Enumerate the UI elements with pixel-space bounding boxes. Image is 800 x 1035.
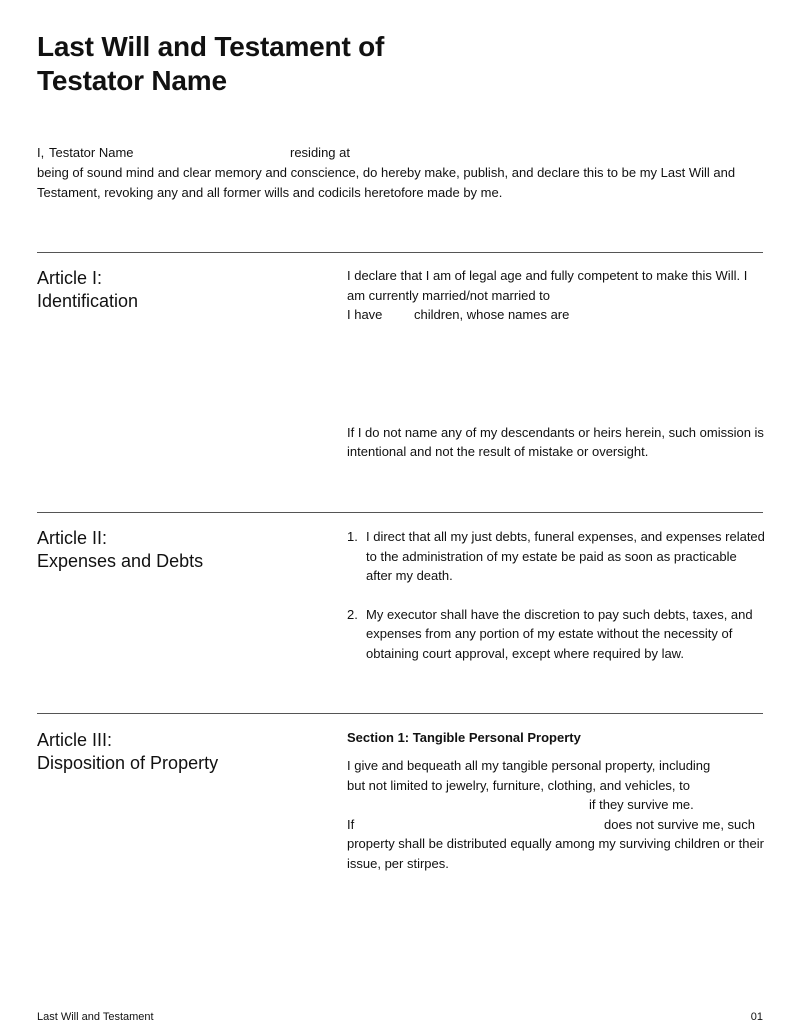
article-3-line-2-text: but not limited to jewelry, furniture, clothing, and vehicles, to <box>347 777 690 793</box>
article-1-declaration: I declare that I am of legal age and fully competent to make this Will. I am currently married/not married to <box>347 268 748 303</box>
intro-first-line <box>37 143 767 163</box>
list-item <box>347 527 765 586</box>
list-item-text: I direct that all my just debts, funeral expenses, and expenses related to the administration of my estate be paid as soon as practicable after my death. <box>366 529 765 584</box>
footer-document-name: Last Will and Testament <box>37 1011 154 1023</box>
article-2-list <box>347 527 765 664</box>
list-item-number: 1. <box>347 529 358 544</box>
i-have-label: I have <box>347 307 383 323</box>
divider-article-1 <box>37 252 763 253</box>
article-3-distribution: property shall be distributed equally among my surviving children or their issue, per stirpes. <box>347 836 764 871</box>
if-label: If <box>347 816 355 832</box>
article-3-line-1 <box>347 756 765 776</box>
title-line-1: Last Will and Testament of <box>37 31 385 62</box>
testator-name-field: Testator Name <box>49 145 134 160</box>
article-1-body <box>347 266 765 462</box>
article-2-body <box>347 527 765 683</box>
article-3-line-3 <box>347 795 765 815</box>
article-1-heading <box>37 267 138 313</box>
footer-page-number: 01 <box>750 1011 763 1023</box>
intro-prefix: I, <box>37 145 45 160</box>
list-item-text: My executor shall have the discretion to pay such debts, taxes, and expenses from any portion of my estate without the necessity of obtaining court approval, except where required by law. <box>366 606 753 661</box>
does-not-survive-label: does not survive me, such <box>604 816 756 832</box>
article-3-line-2 <box>347 776 765 796</box>
divider-article-2 <box>37 512 763 513</box>
title-line-2: Testator Name <box>37 65 227 96</box>
residing-at-label: residing at <box>290 145 350 160</box>
article-3-number: Article III: <box>37 730 113 750</box>
article-2-heading <box>37 527 203 573</box>
article-3-line-3-text: if they survive me. <box>589 797 694 813</box>
article-3-line-4 <box>347 815 765 835</box>
article-3-heading <box>37 729 218 775</box>
article-3-title: Disposition of Property <box>37 753 219 773</box>
intro-text: being of sound mind and clear memory and conscience, do hereby make, publish, and declare this to be my Last Will and Testament, revoking any and all former wills and codicils heretofore made by me. <box>37 165 736 200</box>
document-title <box>37 30 384 98</box>
article-1-title: Identification <box>37 291 139 311</box>
article-1-omission: If I do not name any of my descendants or heirs herein, such omission is intentional and not the result of mistake or oversight. <box>347 424 764 460</box>
intro-paragraph <box>37 143 767 203</box>
list-item-number: 2. <box>347 606 358 622</box>
article-1-number: Article I: <box>37 268 103 288</box>
article-2-title: Expenses and Debts <box>37 551 204 571</box>
article-1-children-line <box>347 305 765 325</box>
section-1-title: Section 1: Tangible Personal Property <box>347 730 581 745</box>
divider-article-3 <box>37 713 763 714</box>
article-3-line-1-text: I give and bequeath all my tangible personal property, including <box>347 758 711 773</box>
article-2-number: Article II: <box>37 528 108 548</box>
article-3-body <box>347 728 765 874</box>
list-item <box>347 605 765 664</box>
children-label: children, whose names are <box>414 307 570 323</box>
